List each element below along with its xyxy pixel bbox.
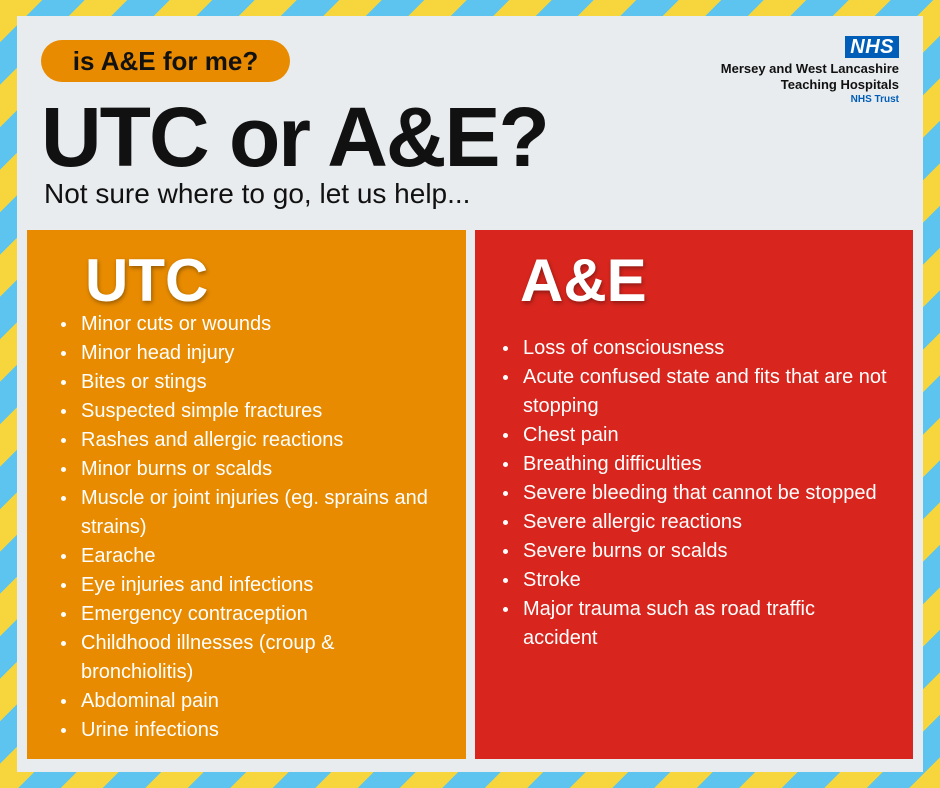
utc-list-item: Suspected simple fractures	[59, 397, 444, 426]
ae-list-item: Acute confused state and fits that are not stopping	[501, 363, 891, 421]
is-ae-for-me-pill: is A&E for me?	[41, 40, 290, 82]
page-subtitle: Not sure where to go, let us help...	[44, 178, 471, 209]
utc-list-item: Minor head injury	[59, 339, 444, 368]
utc-list-item: Rashes and allergic reactions	[59, 426, 444, 455]
ae-list-item: Severe allergic reactions	[501, 508, 891, 537]
ae-list-item: Severe burns or scalds	[501, 537, 891, 566]
utc-list-item: Emergency contraception	[59, 600, 444, 629]
ae-list	[501, 334, 891, 653]
utc-list-item: Abdominal pain	[59, 687, 444, 716]
org-name-line1: Mersey and West Lancashire	[720, 61, 899, 76]
utc-list-item: Minor cuts or wounds	[59, 310, 444, 339]
poster-panel	[17, 16, 923, 772]
utc-list-item: Childhood illnesses (croup & bronchiolitis)	[59, 629, 444, 687]
utc-column	[27, 230, 466, 759]
ae-list-item: Major trauma such as road traffic accident	[501, 595, 891, 653]
nhs-trust-logo	[721, 36, 899, 106]
utc-list-item: Bites or stings	[59, 368, 444, 397]
utc-list	[59, 310, 444, 745]
ae-list-item: Chest pain	[501, 421, 891, 450]
nhs-logo: NHS	[845, 36, 899, 58]
org-name-line2: Teaching Hospitals	[780, 77, 899, 92]
ae-list-item: Severe bleeding that cannot be stopped	[501, 479, 891, 508]
page-title: UTC or A&E?	[41, 90, 548, 184]
ae-column	[475, 230, 913, 759]
utc-list-item: Earache	[59, 542, 444, 571]
utc-list-item: Eye injuries and infections	[59, 571, 444, 600]
ae-title: A&E	[520, 247, 647, 314]
utc-list-item: Urine infections	[59, 716, 444, 745]
ae-list-item: Loss of consciousness	[501, 334, 891, 363]
utc-list-item: Minor burns or scalds	[59, 455, 444, 484]
utc-list-item: Muscle or joint injuries (eg. sprains and strains)	[59, 484, 444, 542]
ae-list-item: Breathing difficulties	[501, 450, 891, 479]
utc-title: UTC	[85, 247, 209, 314]
ae-list-item: Stroke	[501, 566, 891, 595]
org-name-line3: NHS Trust	[850, 94, 899, 105]
